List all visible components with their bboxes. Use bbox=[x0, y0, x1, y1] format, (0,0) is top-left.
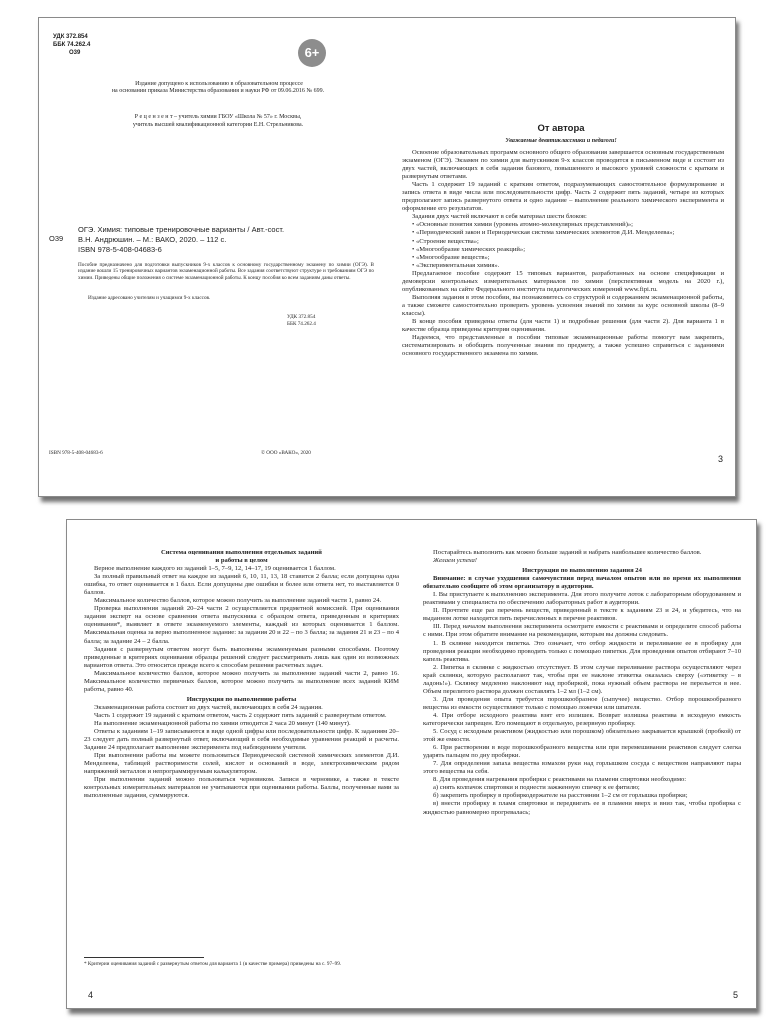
section-title: Система оценивания выполнения отдельных заданий bbox=[161, 549, 322, 556]
catalog-line-2: В.Н. Андрюшин. – М.: ВАКО, 2020. – 112 с. bbox=[78, 235, 227, 244]
page-4 bbox=[67, 520, 411, 1008]
page-number-5: 5 bbox=[732, 990, 738, 1000]
isbn-footer: ISBN 978-5-408-04683-6 bbox=[49, 450, 103, 456]
body-paragraph: Задания с развернутым ответом могут быть выполнены экзаменуемым разными способами. Поэтому приведенные в критериях оценивания образцы решений следует рассматривать лишь как один из возможных вариантов ответа. Это относится прежде всего к способам решения расчетных задач. bbox=[84, 645, 399, 669]
catalog-isbn: ISBN 978-5-408-04683-6 bbox=[78, 245, 162, 254]
copyright-footer: © ООО «ВАКО», 2020 bbox=[261, 450, 311, 456]
body-paragraph: Максимальное количество баллов, которое можно получить за выполнение заданий части 2, равно 16. Максимальное количество первичных баллов, которое можно получить за выполнение всех заданий КИМ работы, равно 40. bbox=[84, 669, 399, 693]
instruction-item: 5. Сосуд с исходным реактивом (жидкостью или порошком) обязательно закрывается крышкой (пробкой) от этой же емкости. bbox=[423, 728, 741, 744]
body-paragraph: Часть 1 содержит 19 заданий с кратким ответом, часть 2 содержит пять заданий с развернутым ответом. bbox=[94, 711, 387, 719]
section-title: и работы в целом bbox=[215, 557, 268, 565]
good-luck-line: Желаем успеха! bbox=[433, 557, 477, 565]
section-title: Инструкция по выполнению задания 24 bbox=[522, 567, 642, 575]
bottom-page-spread bbox=[66, 519, 757, 1009]
approval-line-1: Издание допущено к использованию в образовательном процессе bbox=[135, 81, 303, 87]
footnote-rule bbox=[84, 957, 204, 958]
foreword-body bbox=[402, 149, 724, 358]
annotation-audience: Издание адресовано учителям и учащимся 9-х классов. bbox=[88, 295, 211, 301]
foreword-paragraph: В конце пособия приведены ответы (для части 1) и подробные решения (для части 2). Для варианта 1 в качестве образца приведены критерии оценивания. bbox=[402, 317, 724, 334]
instruction-item: II. Прочтите еще раз перечень веществ, приведенный в тексте к заданиям 23 и 24, и убедитесь, что на выданном лотке находятся пять перечисленных в перечне реактивов. bbox=[423, 607, 741, 623]
section-title: Инструкция по выполнению работы bbox=[186, 695, 297, 703]
topic-bullet: • «Многообразие химических реакций»; bbox=[412, 245, 526, 253]
catalog-card bbox=[78, 225, 378, 255]
page-5 bbox=[411, 520, 756, 1008]
instruction-item: 1. В склянке находится пипетка. Это означает, что отбор жидкости и переливание ее в пробирку для проведения реакции необходимо проводить только с помощью пипетки. Для проведения опытов отбирают 7–10 капель реактива. bbox=[423, 639, 741, 663]
instruction-item: 2. Пипетка в склянке с жидкостью отсутствует. В этом случае переливание раствора осуществляют через край склянки, которую располагают так, чтобы при ее наклоне этикетка оказалась сверху («этикетку – в ладонь!»). Склянку медленно наклоняют над пробиркой, пока нужный объем раствора не перельется в нее. Объем перелитого раствора должен составлять 1–2 мл (1–2 см). bbox=[423, 663, 741, 695]
foreword-paragraph: Предлагаемое пособие содержит 15 типовых вариантов, разработанных на основе спецификации и демоверсии контрольных измерительных материалов по химии (перспективная модель на 2020 г.), опубликованных на сайте Федерального института педагогических измерений www.fipi.ru. bbox=[402, 269, 724, 293]
topic-bullet: • «Строение вещества»; bbox=[412, 237, 479, 245]
catalog-code: О39 bbox=[49, 234, 64, 243]
approval-line-2: на основании приказа Министерства образования и науки РФ от 09.06.2016 № 699. bbox=[111, 88, 325, 94]
foreword-paragraph: Освоение образовательных программ основного общего образования завершается основным государственным экзаменом (ОГЭ). Экзамен по химии для выпускников 9-х классов проводится в письменном виде и состоит из двух частей, включающих в себя задания базового, повышенного и высокого уровней сложности с кратким и развернутым ответами. bbox=[402, 149, 724, 181]
body-paragraph: При выполнении работы вы можете пользоваться Периодической системой химических элементов Д.И. Менделеева, таблицей растворимости солей, кислот и оснований в воде, электрохимическим рядом напряжений металлов и непрограммируемым калькулятором. bbox=[84, 752, 399, 776]
reviewer-line-1: Р е ц е н з е н т – учитель химии ГБОУ «Школа № 57» г. Москвы, bbox=[134, 114, 302, 120]
body-paragraph: Максимальное количество баллов, которое можно получить за выполнение заданий части 1, равно 24. bbox=[94, 597, 382, 605]
instruction-item: 7. Для определения запаха вещества взмахом руки над горлышком сосуда с веществом направляют пары этого вещества на себя. bbox=[423, 760, 741, 776]
page-number-4: 4 bbox=[88, 990, 94, 1000]
instruction-subitem: б) закрепить пробирку в пробиркодержателе на расстоянии 1–2 см от горлышка пробирки; bbox=[433, 792, 688, 800]
warning-paragraph: Внимание: в случае ухудшения самочувствия перед началом опытов или во время их выполнения обязательно сообщите об этом организатору в аудитории. bbox=[423, 575, 741, 591]
reviewer-line-2: учитель высшей квалификационной категории Е.Н. Стрельникова. bbox=[132, 122, 304, 128]
footnote: * Критерии оценивания заданий с развернутым ответом для варианта 1 (в качестве примера) приведены на с. 97–99. bbox=[84, 961, 342, 967]
catalog-line-1: ОГЭ. Химия: типовые тренировочные варианты / Авт.-сост. bbox=[78, 225, 285, 234]
author-mark: О39 bbox=[69, 50, 81, 56]
foreword-greeting: Уважаемые девятиклассники и педагоги! bbox=[505, 138, 617, 144]
body-paragraph: Ответы к заданиям 1–19 записываются в виде одной цифры или последовательности цифр. К заданиям 20–23 следует дать полный развернутый ответ, включающий в себя необходимые уравнения реакций и расчеты. Задание 24 предполагает выполнение эксперимента под наблюдением учителя. bbox=[84, 728, 399, 752]
topic-bullet: • «Основные понятия химии (уровень атомно-молекулярных представлений)»; bbox=[412, 221, 634, 229]
body-paragraph: Проверка выполнения заданий 20–24 части 2 осуществляется предметной комиссией. При оценивании задания эксперт на основе сравнения ответа выпускника с образцом ответа, приведенным в критериях оценивания*, выявляет в ответе экзаменуемого элементы, каждый из которых оценивается 1 баллом. Максимальная оценка за верно выполненное задание: за задания 20 и 22 – по 3 балла; за задания 21 и 23 – по 4 балла; за задание 24 – 2 балла. bbox=[84, 605, 399, 645]
foreword-paragraph: Задания двух частей включают в себя материал шести блоков: bbox=[412, 213, 587, 221]
instruction-subitem: а) снять колпачок спиртовки и поднести зажженную спичку к ее фитилю; bbox=[433, 784, 640, 792]
bbk-code: ББК 74.262.4 bbox=[53, 42, 91, 48]
instruction-item: 6. При растворении в воде порошкообразного вещества или при перемешивании реактивов следует слегка ударять пальцем по дну пробирки. bbox=[423, 744, 741, 760]
bbk-code-2: ББК 74.262.4 bbox=[287, 321, 316, 327]
topic-bullet: • «Многообразие веществ»; bbox=[412, 253, 490, 261]
body-paragraph: Экзаменационная работа состоит из двух частей, включающих в себя 24 задания. bbox=[94, 703, 323, 711]
instruction-item: 4. При отборе исходного реактива взят его излишек. Возврат излишка реактива в исходную емкость категорически запрещен. Его помещают в отдельную, резервную пробирку. bbox=[423, 711, 741, 727]
topic-bullet: • «Периодический закон и Периодическая система химических элементов Д.И. Менделеева»; bbox=[412, 229, 675, 237]
body-paragraph: Постарайтесь выполнить как можно больше заданий и набрать наибольшее количество баллов. bbox=[433, 549, 702, 556]
top-page-spread bbox=[38, 17, 736, 497]
foreword-title: От автора bbox=[537, 123, 585, 134]
imprint-page bbox=[39, 18, 387, 496]
foreword-paragraph: Часть 1 содержит 19 заданий с кратким ответом, подразумевающих самостоятельное формулирование и запись ответа в виде числа или последовательности цифр. Часть 2 содержит пять заданий, четыре из которых предполагают запись развернутого ответа и одно задание – выполнение реального химического эксперимента и оформление его результатов. bbox=[402, 181, 724, 213]
instruction-item: 3. Для проведения опыта требуется порошкообразное (сыпучее) вещество. Отбор порошкообразного вещества из емкости осуществляют только с помощью ложечки или шпателя. bbox=[423, 695, 741, 711]
body-paragraph: На выполнение экзаменационной работы по химии отводится 2 часа 20 минут (140 минут). bbox=[94, 719, 351, 727]
instruction-item: 8. Для проведения нагревания пробирки с реактивами на пламени спиртовки необходимо: bbox=[433, 776, 687, 784]
udk-code-2: УДК 372.854 bbox=[287, 314, 316, 320]
body-paragraph: Верное выполнение каждого из заданий 1–5, 7–9, 12, 14–17, 19 оценивается 1 баллом. bbox=[94, 565, 336, 573]
instruction-item: I. Вы приступаете к выполнению эксперимента. Для этого получите лоток с лабораторным оборудованием и реактивами у специалиста по обеспечению лабораторных работ в аудитории. bbox=[423, 591, 741, 607]
topic-bullet: • «Экспериментальная химия». bbox=[412, 261, 500, 269]
foreword-page bbox=[387, 18, 735, 496]
page-number-3: 3 bbox=[717, 454, 723, 464]
age-rating-badge: 6+ bbox=[298, 39, 326, 67]
body-paragraph: При выполнении заданий можно пользоваться черновиком. Записи в черновике, а также в тексте контрольных измерительных материалов не учитываются при оценивании работы. Баллы, полученные вами за выполненные задания, суммируются. bbox=[84, 776, 399, 800]
page-4-body bbox=[84, 549, 399, 800]
instruction-item: III. Перед началом выполнения эксперимента осмотрите емкости с реактивами и определите способ работы с ними. При этом обратите внимание на рекомендации, которым вы должны следовать. bbox=[423, 623, 741, 639]
foreword-paragraph: Выполняя задания в этом пособии, вы познакомитесь со структурой и содержанием экзаменационной работы, а также сможете самостоятельно проверить уровень усвоения знаний по химии за курс основной школы (8–9 классы). bbox=[402, 293, 724, 317]
udk-code: УДК 372.854 bbox=[53, 34, 88, 40]
annotation-text: Пособие предназначено для подготовки выпускников 9-х классов к основному государственному экзамену по химии (ОГЭ). В издание вошли 15 тренировочных вариантов экзаменационной работы. Все задания соответствуют структуре и требованиям ОГЭ по химии. Приведены общие положения о системе экзаменационной работы. К концу пособия ко всем заданиям даны ответы. bbox=[78, 262, 374, 281]
body-paragraph: За полный правильный ответ на каждое из заданий 6, 10, 11, 13, 18 ставится 2 балла; если допущена одна ошибка, то ответ оценивается в 1 балл. Если допущены две ошибки и более или ответа нет, то выставляется 0 баллов. bbox=[84, 573, 399, 597]
instruction-subitem: в) внести пробирку в пламя спиртовки и передвигать ее в пламени вверх и вниз так, чтобы пробирка с жидкостью равномерно прогревалась; bbox=[423, 800, 741, 816]
page-5-body bbox=[423, 549, 741, 817]
foreword-paragraph: Надеемся, что представленные в пособии типовые экзаменационные работы помогут вам закрепить, систематизировать и обобщить полученные знания по предмету, а также успешно справиться с заданиями основного государственного экзамена по химии. bbox=[402, 334, 724, 358]
